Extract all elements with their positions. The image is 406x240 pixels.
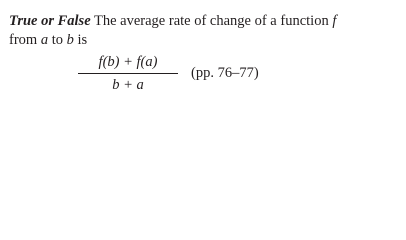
fraction-numerator: f(b) + f(a)	[98, 54, 158, 70]
fraction-denominator: b + a	[112, 77, 144, 93]
fraction-bar	[78, 73, 178, 74]
statement-text-line2: from	[9, 32, 41, 48]
statement-text: The average rate of change of a function	[90, 13, 333, 29]
problem-statement	[9, 12, 399, 50]
statement-to: to	[48, 32, 67, 48]
page-reference: (pp. 76–77)	[191, 65, 259, 81]
variable-b: b	[66, 32, 74, 48]
fraction	[76, 53, 180, 95]
statement-is: is	[73, 32, 88, 48]
variable-a: a	[40, 32, 49, 48]
true-or-false-label: True or False	[9, 13, 91, 29]
function-variable: f	[332, 13, 337, 29]
formula-row	[0, 53, 406, 99]
